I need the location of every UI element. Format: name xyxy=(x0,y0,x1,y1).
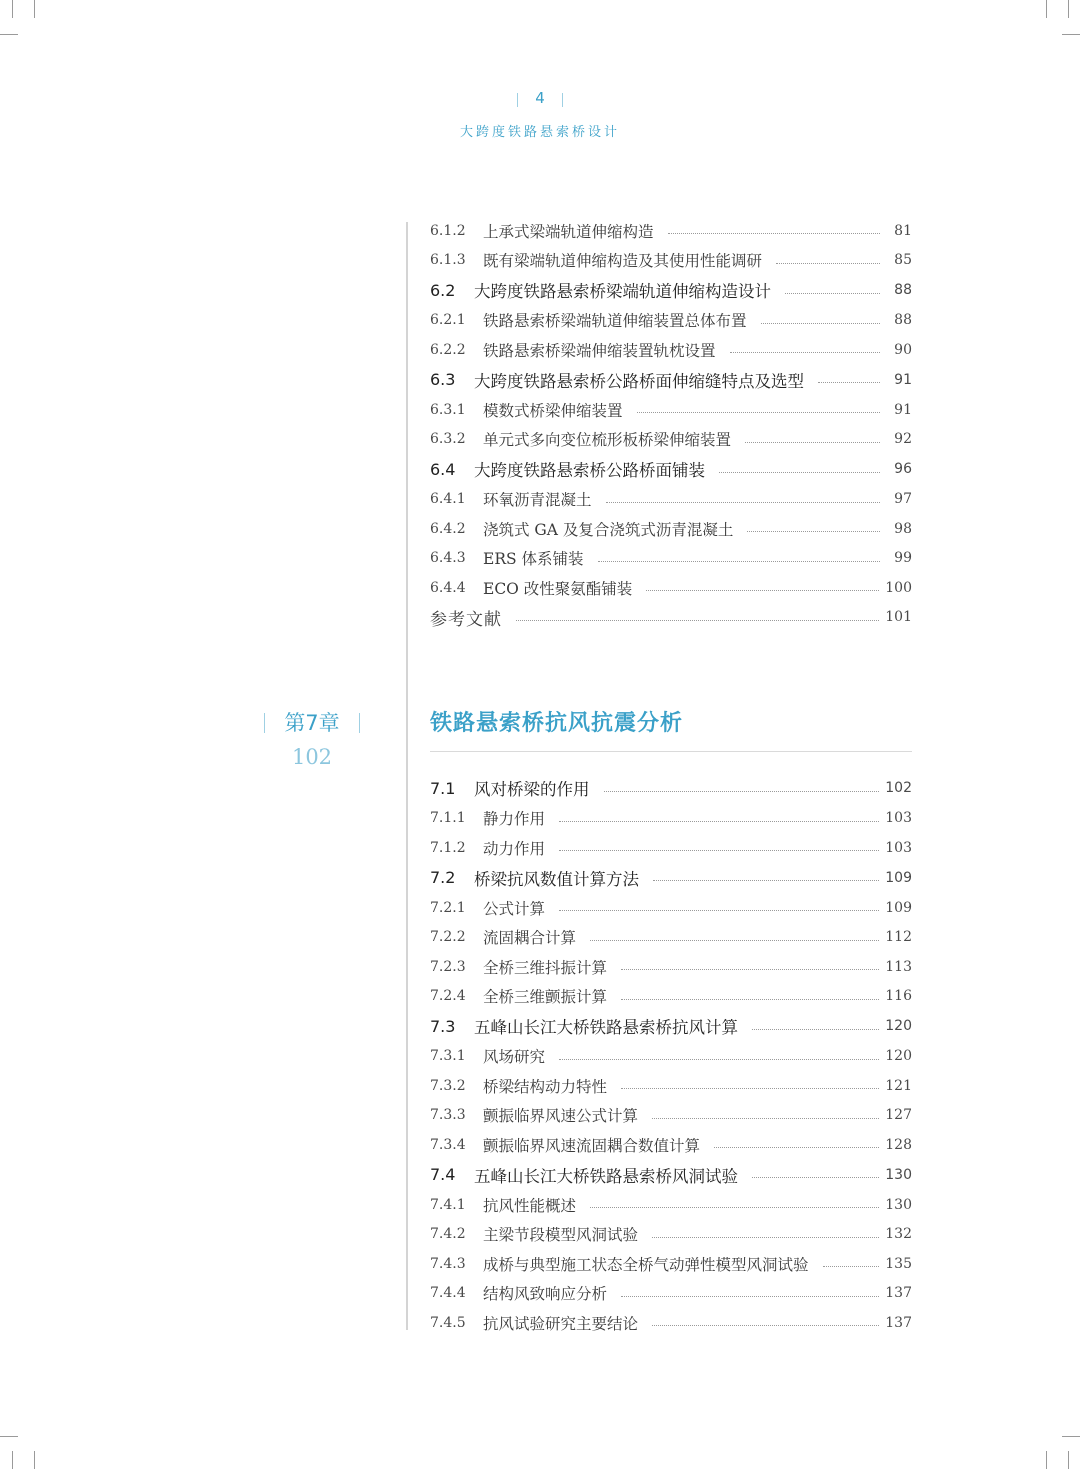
dot-leader xyxy=(785,293,880,294)
toc-entry-title: 主梁节段模型风洞试验 xyxy=(483,1226,639,1245)
toc-entry-title: 大跨度铁路悬索桥梁端轨道伸缩构造设计 xyxy=(474,282,771,302)
toc-entry-number: 7.2 xyxy=(430,868,456,888)
dot-leader xyxy=(745,442,880,443)
dot-leader xyxy=(604,791,880,792)
toc-entry-title: 铁路悬索桥梁端轨道伸缩装置总体布置 xyxy=(483,312,747,331)
toc-entry-page: 130 xyxy=(885,1196,912,1213)
toc-entry-number: 7.2.2 xyxy=(430,929,466,946)
toc-entry-title: 颤振临界风速公式计算 xyxy=(483,1107,639,1126)
toc-entry-page: 96 xyxy=(894,461,912,478)
toc-entry-page: 137 xyxy=(885,1314,912,1331)
toc-entry-title: 全桥三维颤振计算 xyxy=(483,988,608,1007)
toc-entry-title: 桥梁结构动力特性 xyxy=(483,1077,608,1096)
toc-entry[interactable] xyxy=(430,335,912,365)
toc-entry-title: 静力作用 xyxy=(483,810,546,829)
toc-entry[interactable] xyxy=(430,1071,912,1101)
toc-entry-page: 113 xyxy=(885,958,912,975)
toc-entry-number: 7.2.3 xyxy=(430,958,466,975)
toc-entry-page: 121 xyxy=(885,1077,912,1094)
toc-entry[interactable] xyxy=(430,514,912,544)
toc-entry-number: 7.1.1 xyxy=(430,810,466,827)
toc-entry-title: 桥梁抗风数值计算方法 xyxy=(474,869,639,889)
toc-entry-page: 109 xyxy=(885,899,912,916)
toc-entry-title: 模数式桥梁伸缩装置 xyxy=(483,401,623,420)
dot-leader xyxy=(761,323,880,324)
toc-entry-number: 7.1.2 xyxy=(430,839,466,856)
dot-leader xyxy=(752,1029,879,1030)
crop-mark xyxy=(1068,0,1069,18)
toc-entry-number: 6.3 xyxy=(430,370,456,390)
dot-leader xyxy=(646,590,879,591)
toc-entry-title: 抗风性能概述 xyxy=(483,1196,577,1215)
dot-leader xyxy=(516,620,879,621)
toc-entry[interactable] xyxy=(430,833,912,863)
toc-entry-number: 7.3.2 xyxy=(430,1077,466,1094)
crop-mark xyxy=(34,0,35,18)
dot-leader xyxy=(621,999,879,1000)
toc-entry-title: 动力作用 xyxy=(483,839,546,858)
crop-mark xyxy=(1068,1451,1069,1469)
toc-entry-number: 7.4.4 xyxy=(430,1285,466,1302)
toc-entry-page: 90 xyxy=(894,341,912,358)
toc-entry-page: 81 xyxy=(894,222,912,239)
toc-entry-page: 120 xyxy=(885,1048,912,1065)
toc-entry-number: 7.4.3 xyxy=(430,1255,466,1272)
toc-entry-number: 7.4.5 xyxy=(430,1314,466,1331)
toc-entry-number: 6.1.2 xyxy=(430,222,466,239)
toc-entry-number: 6.4.2 xyxy=(430,520,466,537)
toc-entry[interactable] xyxy=(430,573,912,603)
toc-entry[interactable] xyxy=(430,306,912,336)
toc-entry-number: 6.4.1 xyxy=(430,491,466,508)
toc-entry-page: 137 xyxy=(885,1285,912,1302)
toc-entry-page: 88 xyxy=(894,312,912,329)
toc-entry[interactable] xyxy=(430,395,912,425)
dot-leader xyxy=(559,821,879,822)
toc-entry-title: 大跨度铁路悬索桥公路桥面铺装 xyxy=(474,461,705,481)
toc-entry[interactable] xyxy=(430,982,912,1012)
dot-leader xyxy=(621,1296,879,1297)
toc-entry[interactable] xyxy=(430,216,912,246)
crop-mark xyxy=(1062,1436,1080,1437)
toc-entry-number: 7.1 xyxy=(430,778,456,798)
toc-entry[interactable] xyxy=(430,804,912,834)
toc-entry-page: 91 xyxy=(894,401,912,418)
toc-entry[interactable] xyxy=(430,1220,912,1250)
toc-entry-number: 7.2.1 xyxy=(430,899,466,916)
toc-entry-title: 大跨度铁路悬索桥公路桥面伸缩缝特点及选型 xyxy=(474,371,804,391)
dot-leader xyxy=(818,382,880,383)
crop-mark xyxy=(1046,1451,1047,1469)
crop-mark xyxy=(0,1436,18,1437)
toc-entry-page: 85 xyxy=(894,252,912,269)
toc-entry-number: 7.2.4 xyxy=(430,988,466,1005)
toc-entry[interactable] xyxy=(430,893,912,923)
toc-entry-number: 7.4 xyxy=(430,1165,456,1185)
toc-entry[interactable] xyxy=(430,544,912,574)
toc-entry-title: ERS 体系铺装 xyxy=(483,550,584,569)
dot-leader xyxy=(590,940,879,941)
dot-leader xyxy=(590,1207,879,1208)
toc-entry-number: 6.3.1 xyxy=(430,401,466,418)
toc-entry-title: 五峰山长江大桥铁路悬索桥抗风计算 xyxy=(474,1018,738,1038)
toc-entry-title: 抗风试验研究主要结论 xyxy=(483,1314,639,1333)
toc-entry-title: 颤振临界风速流固耦合数值计算 xyxy=(483,1136,701,1155)
chapter-title[interactable]: 铁路悬索桥抗风抗震分析 xyxy=(430,706,912,752)
toc-entry-page: 102 xyxy=(885,780,912,797)
toc-entry-title: 结构风致响应分析 xyxy=(483,1285,608,1304)
toc-entry-page: 130 xyxy=(885,1166,912,1183)
dot-leader xyxy=(559,850,879,851)
toc-entry-page: 88 xyxy=(894,282,912,299)
toc-entry-number: 7.3.4 xyxy=(430,1136,466,1153)
toc-entry[interactable] xyxy=(430,1011,912,1042)
toc-entry[interactable] xyxy=(430,454,912,485)
toc-entry-title: 浇筑式 GA 及复合浇筑式沥青混凝土 xyxy=(483,520,734,539)
crop-mark xyxy=(12,0,13,18)
toc-entry-number: 7.3 xyxy=(430,1016,456,1036)
toc-entry[interactable] xyxy=(430,425,912,455)
toc-entry-page: 103 xyxy=(885,839,912,856)
dot-leader xyxy=(559,910,879,911)
dot-leader xyxy=(752,1177,879,1178)
toc-entry-number: 7.4.2 xyxy=(430,1226,466,1243)
toc-entry[interactable] xyxy=(430,952,912,982)
dot-leader xyxy=(747,531,880,532)
toc-entry-page: 97 xyxy=(894,491,912,508)
dot-leader xyxy=(776,263,880,264)
crop-mark xyxy=(12,1451,13,1469)
dot-leader xyxy=(714,1147,879,1148)
chapter-start-page: 102 xyxy=(291,745,333,769)
toc-entry-page: 98 xyxy=(894,520,912,537)
toc-entry-number: 6.2.2 xyxy=(430,341,466,358)
toc-entry[interactable] xyxy=(430,1130,912,1160)
crop-mark xyxy=(34,1451,35,1469)
dot-leader xyxy=(730,352,880,353)
toc-entry-title: 既有梁端轨道伸缩构造及其使用性能调研 xyxy=(483,252,763,271)
page-number: 4 xyxy=(517,89,563,107)
toc-list-chapter-7 xyxy=(430,773,912,1338)
toc-entry-title: 铁路悬索桥梁端伸缩装置轨枕设置 xyxy=(483,341,716,360)
toc-entry-title: 风场研究 xyxy=(483,1048,546,1067)
dot-leader xyxy=(606,502,880,503)
dot-leader xyxy=(653,880,879,881)
toc-entry[interactable] xyxy=(430,1101,912,1131)
toc-entry[interactable] xyxy=(430,485,912,515)
dot-leader xyxy=(637,412,880,413)
toc-entry-page: 91 xyxy=(894,371,912,388)
toc-entry[interactable] xyxy=(430,773,912,804)
toc-entry-title: 公式计算 xyxy=(483,899,546,918)
toc-entry[interactable] xyxy=(430,1190,912,1220)
toc-entry-number: 7.3.1 xyxy=(430,1048,466,1065)
crop-mark xyxy=(1046,0,1047,18)
toc-entry[interactable] xyxy=(430,923,912,953)
toc-entry-number: 6.2 xyxy=(430,280,456,300)
toc-entry[interactable] xyxy=(430,275,912,306)
toc-entry-number: 7.3.3 xyxy=(430,1107,466,1124)
book-title: 大跨度铁路悬索桥设计 xyxy=(459,125,620,140)
toc-entry-title: 环氧沥青混凝土 xyxy=(483,491,592,510)
crop-mark xyxy=(0,34,18,35)
toc-entry-title: ECO 改性聚氨酯铺装 xyxy=(483,579,633,598)
toc-entry[interactable] xyxy=(430,365,912,396)
toc-entry-number: 6.2.1 xyxy=(430,312,466,329)
dot-leader xyxy=(823,1266,880,1267)
toc-entry-title: 成桥与典型施工状态全桥气动弹性模型风洞试验 xyxy=(483,1255,809,1274)
toc-entry-page: 100 xyxy=(885,579,912,596)
dot-leader xyxy=(668,233,880,234)
dot-leader xyxy=(598,561,880,562)
dot-leader xyxy=(719,472,880,473)
toc-entry-number: 6.3.2 xyxy=(430,431,466,448)
toc-entry-title: 五峰山长江大桥铁路悬索桥风洞试验 xyxy=(474,1166,738,1186)
dot-leader xyxy=(652,1325,879,1326)
toc-vertical-rule xyxy=(406,222,408,1330)
toc-entry-title: 参考文献 xyxy=(430,609,502,630)
toc-entry[interactable] xyxy=(430,1160,912,1191)
toc-entry-page: 127 xyxy=(885,1107,912,1124)
toc-entry-page: 132 xyxy=(885,1226,912,1243)
toc-entry-page: 128 xyxy=(885,1136,912,1153)
toc-entry-page: 135 xyxy=(885,1255,912,1272)
toc-entry-page: 109 xyxy=(885,869,912,886)
toc-entry-title: 上承式梁端轨道伸缩构造 xyxy=(483,222,654,241)
toc-entry-page: 116 xyxy=(885,988,912,1005)
toc-entry[interactable] xyxy=(430,1308,912,1338)
toc-entry-number: 6.4 xyxy=(430,459,456,479)
dot-leader xyxy=(621,1088,879,1089)
toc-entry-page: 112 xyxy=(885,929,912,946)
chapter-number: 第7章 xyxy=(264,707,359,737)
toc-entry-title: 风对桥梁的作用 xyxy=(474,780,590,800)
toc-entry[interactable] xyxy=(430,1249,912,1279)
toc-entry-page: 103 xyxy=(885,810,912,827)
toc-list-chapter-6 xyxy=(430,216,912,632)
toc-entry-page: 101 xyxy=(885,609,912,626)
dot-leader xyxy=(652,1118,879,1119)
dot-leader xyxy=(621,969,879,970)
chapter-label xyxy=(262,707,362,769)
toc-entry-title: 单元式多向变位梳形板桥梁伸缩装置 xyxy=(483,431,732,450)
crop-mark xyxy=(1062,34,1080,35)
toc-entry-number: 7.4.1 xyxy=(430,1196,466,1213)
toc-entry-page: 120 xyxy=(885,1018,912,1035)
toc-entry-number: 6.4.4 xyxy=(430,579,466,596)
toc-entry[interactable] xyxy=(430,1042,912,1072)
toc-entry-number: 6.4.3 xyxy=(430,550,466,567)
toc-entry[interactable] xyxy=(430,1279,912,1309)
toc-entry-number: 6.1.3 xyxy=(430,252,466,269)
toc-entry[interactable] xyxy=(430,246,912,276)
dot-leader xyxy=(559,1059,879,1060)
toc-entry[interactable] xyxy=(430,863,912,894)
page-header xyxy=(0,88,1080,140)
toc-entry-page: 92 xyxy=(894,431,912,448)
toc-entry-title: 全桥三维抖振计算 xyxy=(483,958,608,977)
dot-leader xyxy=(652,1237,879,1238)
toc-entry[interactable] xyxy=(430,603,912,633)
toc-entry-title: 流固耦合计算 xyxy=(483,929,577,948)
toc-entry-page: 99 xyxy=(894,550,912,567)
